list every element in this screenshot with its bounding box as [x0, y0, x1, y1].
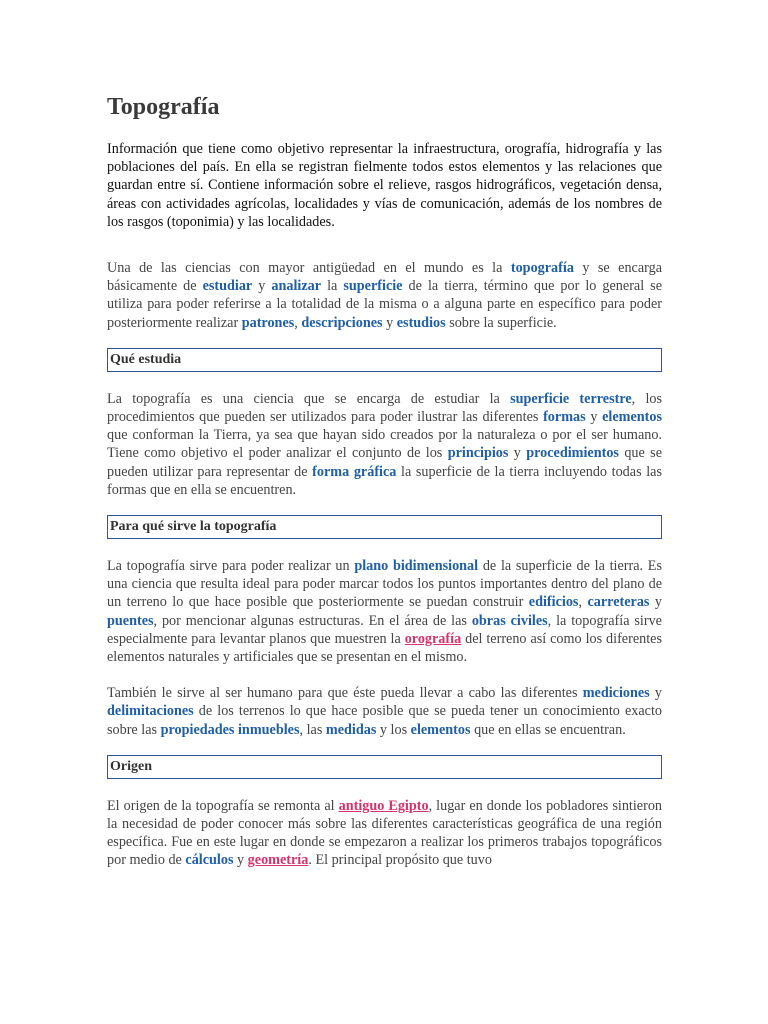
keyword-term: procedimientos [526, 445, 619, 462]
keyword-term: delimitaciones [107, 703, 194, 720]
keyword-term: mediciones [582, 685, 650, 702]
section-heading-que-estudia: Qué estudia [107, 348, 662, 372]
keyword-term: obras civiles [471, 612, 548, 629]
keyword-term: patrones [241, 314, 295, 331]
keyword-term: analizar [271, 278, 322, 295]
keyword-term: forma gráfica [312, 463, 397, 480]
keyword-link[interactable]: orografía [404, 630, 462, 647]
keyword-term: superficie terrestre [510, 390, 632, 407]
page-title: Topografía [107, 94, 220, 120]
keyword-term: superficie [343, 278, 403, 295]
keyword-term: edificios [528, 594, 579, 611]
section-heading-origen: Origen [107, 755, 662, 779]
paragraph-5: El origen de la topografía se remonta al antiguo Egipto, lugar en donde los pobladores sintieron la necesidad de poder conocer más sobre las diferentes características geográfica de una región específica. Fue en este lugar en donde se empezaron a realizar los primeros trabajos topográficos por medio de cálculos y geometría. El principal propósito que tuvo [107, 797, 663, 869]
section-heading-para-que: Para qué sirve la topografía [107, 515, 662, 539]
keyword-term: cálculos [185, 852, 234, 869]
keyword-term: elementos [410, 721, 471, 738]
keyword-term: carreteras [587, 594, 650, 611]
paragraph-4: También le sirve al ser humano para que éste pueda llevar a cabo las diferentes mediciones y delimitaciones de los terrenos lo que hace posible que se pueda tener un conocimiento exacto sobre las propiedades inmuebles, las medidas y los elementos que en ellas se encuentran. [107, 685, 663, 738]
document-content [107, 92, 662, 870]
keyword-term: topografía [510, 260, 574, 277]
keyword-term: puentes [107, 612, 154, 629]
keyword-term: propiedades inmuebles [160, 721, 300, 738]
intro-paragraph: Información que tiene como objetivo representar la infraestructura, orografía, hidrografía y las poblaciones del país. En ella se registran fielmente todos estos elementos y las relaciones que guardan entre sí. Contiene información sobre el relieve, rasgos hidrográficos, vegetación densa, áreas con actividades agrícolas, localidades y vías de comunicación, además de los nombres de los rasgos (toponimia) y las localidades. [107, 141, 662, 230]
keyword-link[interactable]: antiguo Egipto [338, 797, 429, 814]
keyword-term: plano bidimensional [354, 558, 479, 575]
paragraph-1: Una de las ciencias con mayor antigüedad en el mundo es la topografía y se encarga básicamente de estudiar y analizar la superficie de la tierra, término que por lo general se utiliza para poder referirse a la totalidad de la misma o a alguna parte en específico para poder posteriormente realizar patrones, descripciones y estudios sobre la superficie. [107, 260, 663, 331]
keyword-term: principios [447, 445, 509, 462]
paragraph-3: La topografía sirve para poder realizar un plano bidimensional de la superficie de la tierra. Es una ciencia que resulta ideal para poder marcar todos los puntos importantes dentro del plano de un terreno lo que hace posible que posteriormente se puedan construir edificios, carreteras y puentes, por mencionar algunas estructuras. En el área de las obras civiles, la topografía sirve especialmente para levantar planos que muestren la orografía del terreno así como los diferentes elementos naturales y artificiales que se presentan en el mismo. [107, 558, 662, 666]
paragraph-2: La topografía es una ciencia que se encarga de estudiar la superficie terrestre, los procedimientos que pueden ser utilizados para poder ilustrar las diferentes formas y elementos que conforman la Tierra, ya sea que hayan sido creados por la naturaleza o por el ser humano. Tiene como objetivo el poder analizar el conjunto de los principios y procedimientos que se pueden utilizar para representar de forma gráfica la superficie de la tierra incluyendo todas las formas que en ella se encuentren. [107, 390, 663, 498]
keyword-term: descripciones [301, 314, 383, 331]
keyword-term: medidas [325, 721, 377, 738]
keyword-term: elementos [602, 409, 662, 426]
keyword-term: estudios [396, 314, 446, 331]
keyword-link[interactable]: geometría [247, 852, 309, 869]
keyword-term: formas [543, 409, 586, 426]
keyword-term: estudiar [202, 278, 253, 295]
